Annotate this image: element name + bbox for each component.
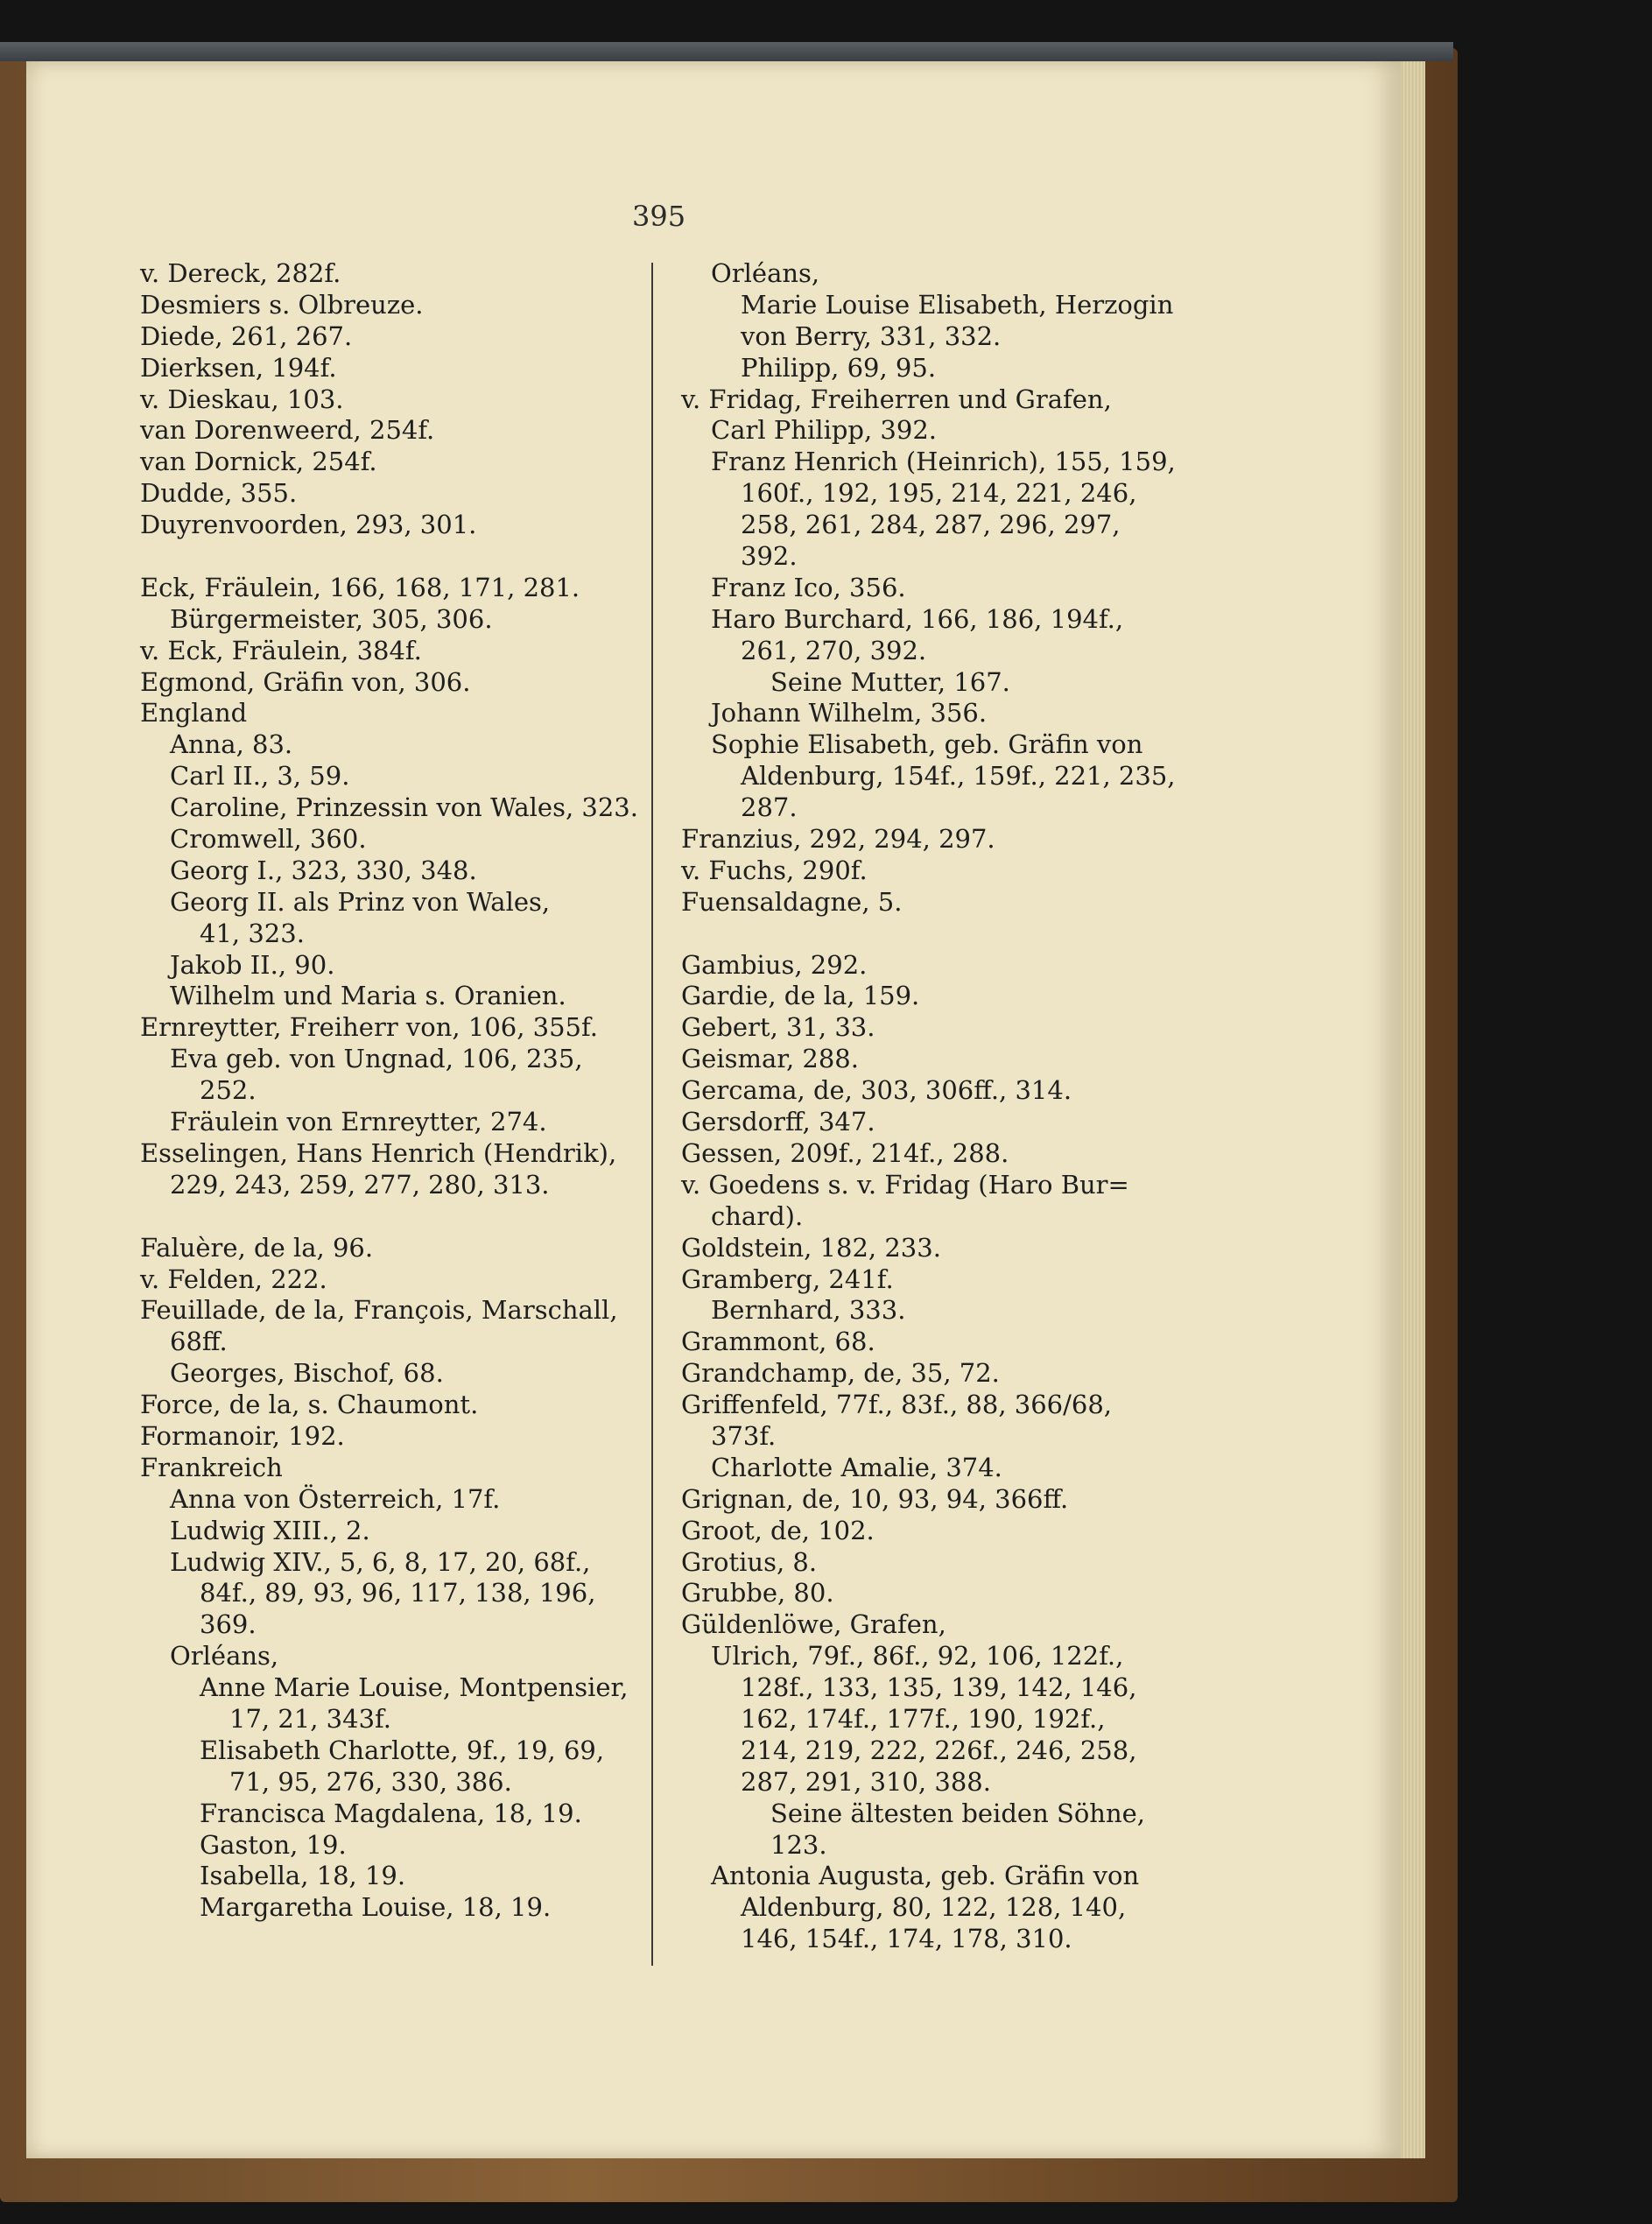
index-entry: Ernreytter, Freiherr von, 106, 355f. [140, 1012, 598, 1043]
index-entry: Formanoir, 192. [140, 1420, 345, 1451]
index-entry: Wilhelm und Maria s. Oranien. [170, 981, 566, 1011]
index-entry: Dudde, 355. [140, 478, 298, 509]
index-entry: van Dorenweerd, 254f. [140, 415, 435, 446]
index-entry: Charlotte Amalie, 374. [711, 1452, 1002, 1482]
index-entry: v. Fridag, Freiherren und Grafen, [681, 384, 1112, 414]
index-entry: 287, 291, 310, 388. [741, 1766, 991, 1797]
index-entry: 160f., 192, 195, 214, 221, 246, [741, 478, 1137, 509]
index-entry: von Berry, 331, 332. [741, 320, 1002, 351]
index-entry: Eva geb. von Ungnad, 106, 235, [170, 1044, 583, 1074]
index-entry: Güldenlöwe, Grafen, [681, 1609, 946, 1640]
index-entry: 229, 243, 259, 277, 280, 313. [170, 1169, 550, 1200]
index-entry: v. Dieskau, 103. [140, 384, 344, 414]
index-entry: Georges, Bischof, 68. [170, 1358, 444, 1389]
index-column-left [140, 258, 665, 1924]
index-entry: Force, de la, s. Chaumont. [140, 1390, 479, 1420]
index-entry: v. Dereck, 282f. [140, 258, 341, 288]
index-entry: Feuillade, de la, François, Marschall, [140, 1295, 618, 1326]
index-entry: Gambius, 292. [681, 949, 868, 980]
index-entry: 68ff. [170, 1327, 228, 1357]
index-entry: Griffenfeld, 77f., 83f., 88, 366/68, [681, 1390, 1113, 1420]
section-gap [140, 541, 665, 573]
index-entry: Duyrenvoorden, 293, 301. [140, 510, 477, 540]
index-entry: Philipp, 69, 95. [741, 352, 937, 383]
index-entry: Frankreich [140, 1452, 283, 1482]
index-column-right [681, 258, 1206, 1955]
index-entry: Dierksen, 194f. [140, 352, 337, 383]
index-entry: Anne Marie Louise, Montpensier, [200, 1672, 629, 1703]
index-entry: Gaston, 19. [200, 1829, 347, 1860]
index-entry: Franzius, 292, 294, 297. [681, 824, 995, 855]
index-entry: Aldenburg, 154f., 159f., 221, 235, [741, 761, 1176, 792]
index-entry: 369. [200, 1609, 257, 1640]
page-edges [1401, 61, 1425, 2158]
index-entry: Ludwig XIV., 5, 6, 8, 17, 20, 68f., [170, 1546, 591, 1577]
index-entry: Aldenburg, 80, 122, 128, 140, [741, 1892, 1127, 1923]
index-entry: Grammont, 68. [681, 1327, 875, 1357]
index-entry: Grubbe, 80. [681, 1578, 834, 1608]
index-entry: Diede, 261, 267. [140, 320, 353, 351]
index-entry: 392. [741, 541, 798, 572]
index-entry: 287. [741, 792, 798, 823]
index-entry: Fräulein von Ernreytter, 274. [170, 1107, 547, 1137]
index-entry: 71, 95, 276, 330, 386. [229, 1766, 512, 1797]
index-entry: 373f. [711, 1420, 777, 1451]
index-entry: Franz Ico, 356. [711, 572, 906, 602]
index-entry: 128f., 133, 135, 139, 142, 146, [741, 1672, 1137, 1703]
index-entry: v. Goedens s. v. Fridag (Haro Bur= [681, 1169, 1129, 1200]
index-entry: Gramberg, 241f. [681, 1263, 894, 1294]
index-entry: Sophie Elisabeth, geb. Gräfin von [711, 729, 1143, 760]
index-entry: Carl II., 3, 59. [170, 761, 350, 792]
index-entry: Francisca Magdalena, 18, 19. [200, 1798, 582, 1828]
index-entry: Ludwig XIII., 2. [170, 1515, 370, 1545]
index-entry: Caroline, Prinzessin von Wales, 323. [170, 792, 638, 823]
index-entry: Georg I., 323, 330, 348. [170, 855, 477, 885]
index-entry: Haro Burchard, 166, 186, 194f., [711, 603, 1124, 634]
index-entry: Esselingen, Hans Henrich (Hendrik), [140, 1137, 617, 1168]
index-entry: Groot, de, 102. [681, 1515, 875, 1545]
section-gap [681, 918, 1206, 950]
index-entry: Fuensaldagne, 5. [681, 886, 903, 917]
index-entry: Gessen, 209f., 214f., 288. [681, 1137, 1009, 1168]
index-entry: Seine Mutter, 167. [770, 666, 1010, 697]
index-entry: Egmond, Gräfin von, 306. [140, 666, 471, 697]
cover-spine-strip [0, 42, 1453, 61]
index-entry: 84f., 89, 93, 96, 117, 138, 196, [200, 1578, 596, 1608]
index-entry: England [140, 698, 248, 728]
index-entry: Jakob II., 90. [170, 949, 335, 980]
index-entry: 261, 270, 392. [741, 635, 927, 665]
index-entry: Geismar, 288. [681, 1044, 859, 1074]
index-entry: Orléans, [711, 258, 820, 288]
index-entry: 17, 21, 343f. [229, 1703, 391, 1734]
index-entry: Georg II. als Prinz von Wales, [170, 886, 551, 917]
index-entry: Margaretha Louise, 18, 19. [200, 1892, 552, 1923]
index-entry: Franz Henrich (Heinrich), 155, 159, [711, 447, 1176, 477]
index-entry: Eck, Fräulein, 166, 168, 171, 281. [140, 572, 580, 602]
index-entry: Ulrich, 79f., 86f., 92, 106, 122f., [711, 1641, 1124, 1672]
index-entry: van Dornick, 254f. [140, 447, 377, 477]
index-entry: Anna von Österreich, 17f. [170, 1483, 501, 1514]
index-entry: 214, 219, 222, 226f., 246, 258, [741, 1735, 1137, 1765]
index-entry: Goldstein, 182, 233. [681, 1232, 941, 1263]
index-entry: Grignan, de, 10, 93, 94, 366ff. [681, 1483, 1069, 1514]
index-entry: chard). [711, 1200, 804, 1231]
index-entry: Orléans, [170, 1641, 279, 1672]
index-entry: v. Felden, 222. [140, 1263, 327, 1294]
index-entry: v. Fuchs, 290f. [681, 855, 868, 885]
index-entry: 123. [770, 1829, 827, 1860]
index-entry: 146, 154f., 174, 178, 310. [741, 1924, 1072, 1954]
index-entry: Gardie, de la, 159. [681, 981, 920, 1011]
index-entry: 258, 261, 284, 287, 296, 297, [741, 510, 1121, 540]
index-entry: Seine ältesten beiden Söhne, [770, 1798, 1146, 1828]
index-entry: v. Eck, Fräulein, 384f. [140, 635, 422, 665]
page-number: 395 [632, 200, 686, 233]
index-entry: 252. [200, 1075, 257, 1106]
index-entry: Gersdorff, 347. [681, 1107, 875, 1137]
index-entry: Desmiers s. Olbreuze. [140, 289, 424, 320]
index-entry: Anna, 83. [170, 729, 293, 760]
index-entry: Marie Louise Elisabeth, Herzogin [741, 289, 1174, 320]
index-entry: Cromwell, 360. [170, 824, 367, 855]
index-entry: Isabella, 18, 19. [200, 1861, 406, 1891]
index-entry: Gercama, de, 303, 306ff., 314. [681, 1075, 1072, 1106]
index-entry: Carl Philipp, 392. [711, 415, 937, 446]
index-entry: 162, 174f., 177f., 190, 192f., [741, 1703, 1106, 1734]
index-entry: 41, 323. [200, 918, 305, 948]
index-entry: Elisabeth Charlotte, 9f., 19, 69, [200, 1735, 605, 1765]
index-entry: Bürgermeister, 305, 306. [170, 603, 493, 634]
section-gap [140, 1201, 665, 1233]
index-entry: Grotius, 8. [681, 1546, 818, 1577]
index-entry: Grandchamp, de, 35, 72. [681, 1358, 1000, 1389]
index-entry: Johann Wilhelm, 356. [711, 698, 988, 728]
index-entry: Gebert, 31, 33. [681, 1012, 875, 1043]
index-entry: Bernhard, 333. [711, 1295, 906, 1326]
index-entry: Antonia Augusta, geb. Gräfin von [711, 1861, 1140, 1891]
index-entry: Faluère, de la, 96. [140, 1232, 374, 1263]
